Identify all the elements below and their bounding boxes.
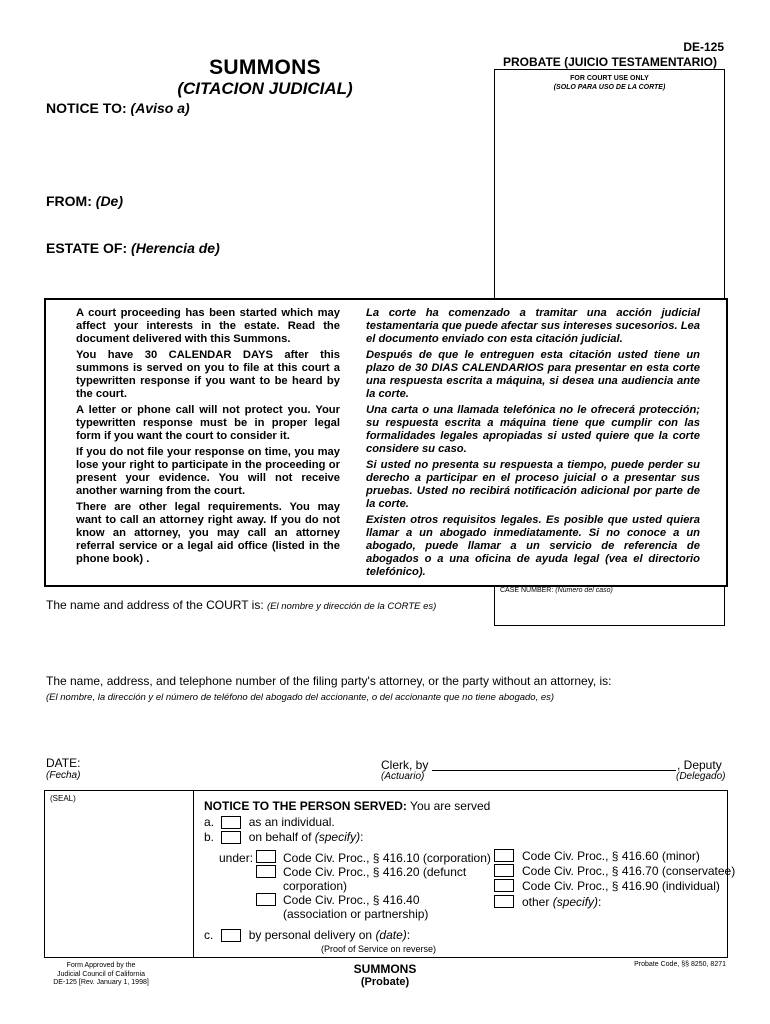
served-c-text: by personal delivery on [248,928,373,942]
citacion-title: (CITACION JUDICIAL) [177,79,353,98]
court-use-label: FOR COURT USE ONLY [570,75,649,82]
court-text-es: (El nombre y dirección de la CORTE es) [267,601,437,612]
date-label-es: (Fecha) [46,770,81,781]
option-minor: Code Civ. Proc., § 416.60 (minor) [522,849,700,863]
estate-of-label [46,240,220,256]
from-text-es: (De) [95,193,124,209]
attorney-label: The name, address, and telephone number of the filing party's attorney, or the party without an attorney, is: [46,674,612,688]
individual-code-checkbox[interactable] [494,879,514,892]
notice-es-p3: Una carta o una llamada telefónica no le ofrecerá protección; su respuesta escrita a máquina tiene que cumplir con las formalidades legales apropiadas si usted quiere que la corte considere su caso. [366,404,700,455]
court-text: The name and address of the COURT is: [46,598,264,612]
seal-divider [193,790,194,958]
notice-en-p3: A letter or phone call will not protect you. Your typewritten response must be in proper legal form if you want the court to consider it. [76,404,340,442]
served-c-date: (date) [375,928,407,942]
option-conservatee: Code Civ. Proc., § 416.70 (conservatee) [522,864,736,878]
footer-approved-line2: Judicial Council of California [57,970,145,978]
individual-checkbox[interactable] [221,816,241,829]
notice-spanish [366,307,700,582]
notice-en-p1: A court proceeding has been started which may affect your interests in the estate. Read the document delivered with this Summons. [76,307,340,345]
footer-subtitle: (Probate) [360,976,410,988]
served-title [204,799,490,813]
footer-approved-line1: Form Approved by the [66,962,136,969]
attorney-label-es: (El nombre, la dirección y el número de teléfono del abogado del accionante, o del accionante que no tiene abogado, es) [46,692,555,703]
date-label: DATE: [46,756,81,770]
served-a-letter: a. [204,815,215,829]
served-b-text: on behalf of [248,830,312,844]
corporation-checkbox[interactable] [256,850,276,863]
personal-delivery-checkbox[interactable] [221,929,241,942]
behalf-checkbox[interactable] [221,831,241,844]
notice-to-label [46,100,190,116]
case-number-label [500,587,613,594]
association-checkbox[interactable] [256,893,276,906]
footer-title: SUMMONS [353,962,417,976]
proof-of-service-note: (Proof of Service on reverse) [321,944,437,954]
estate-of-text: ESTATE OF: [46,240,128,256]
notice-es-p2: Después de que le entreguen esta citación usted tiene un plazo de 30 DIAS CALENDARIOS para presentar en esta corte una respuesta escrita a máquina, si desea una audiencia ante la corte. [366,349,700,400]
notice-to-text: NOTICE TO: [46,100,127,116]
served-title-rest: You are served [410,799,491,813]
option-corporation: Code Civ. Proc., § 416.10 (corporation) [283,851,491,865]
option-individual: Code Civ. Proc., § 416.90 (individual) [522,879,720,893]
served-b-specify: (specify) [314,830,361,844]
from-text: FROM: [46,193,92,209]
served-c-letter: c. [204,928,214,942]
notice-es-p4: Si usted no presenta su respuesta a tiempo, puede perder su derecho a participar en el proceso juicial o a presentar sus pruebas. Usted no recibirá notificación adicional por parte de la corte. [366,459,700,510]
notice-es-p5: Existen otros requisitos legales. Es posible que usted quiera llamar a un abogado inmediatamente. Si no conoce a un abogado, puede llamar a un servicio de referencia de abogados o a una oficina de ayuda legal (vea el directorio telefónico). [366,514,700,578]
option-defunct-corporation: Code Civ. Proc., § 416.20 (defunct corporation) [283,865,467,893]
deputy-label: , Deputy [677,758,722,772]
deputy-label-es: (Delegado) [676,771,726,782]
minor-checkbox[interactable] [494,849,514,862]
from-label [46,193,123,209]
notice-en-p2: You have 30 CALENDAR DAYS after this summons is served on you to file at this court a typewritten response if you want to be heard by the court. [76,349,340,400]
footer-approved-line3: DE-125 [Rev. January 1, 1998] [53,979,149,986]
notice-en-p4: If you do not file your response on time, you may lose your right to participate in the proceeding or present your evidence. You will not receive another warning from the court. [76,446,340,497]
footer-code: Probate Code, §§ 8250, 8271 [634,961,726,968]
notice-english [76,307,340,569]
clerk-signature-line[interactable] [432,770,676,771]
estate-of-text-es: (Herencia de) [131,240,220,256]
court-label [46,598,436,612]
footer-approved [36,962,166,988]
served-c-row: c. by personal delivery on (date): [204,928,411,942]
served-a-row [204,815,335,829]
served-b-letter: b. [204,830,215,844]
defunct-corporation-checkbox[interactable] [256,865,276,878]
option-other: other (specify): [522,895,602,909]
clerk-label: Clerk, by [381,758,429,772]
option-association: Code Civ. Proc., § 416.40 (association or partnership) [283,893,429,921]
other-checkbox[interactable] [494,895,514,908]
option-other-text: other [522,895,550,909]
notice-en-p5: There are other legal requirements. You may want to call an attorney right away. If you do not know an attorney, you may call an attorney referral service or a legal aid office (listed in the phone book) . [76,501,340,565]
seal-label: (SEAL) [50,794,76,803]
clerk-label-es: (Actuario) [381,771,425,782]
case-number-text: CASE NUMBER: [500,587,554,594]
option-other-specify: (specify) [552,895,599,909]
notice-to-text-es: (Aviso a) [130,100,190,116]
court-use-box[interactable] [494,69,725,299]
case-number-text-es: (Número del caso) [555,587,613,594]
notice-es-p1: La corte ha comenzado a tramitar una acción judicial testamentaria que puede afectar sus intereses sucesorios. Lea el documento enviado con esta citación judicial. [366,307,700,345]
probate-title: PROBATE (JUICIO TESTAMENTARIO) [503,55,717,69]
summons-title: SUMMONS [209,56,321,79]
served-b-row: b. on behalf of (specify): [204,830,364,844]
served-a-text: as an individual. [248,815,335,829]
served-title-text: NOTICE TO THE PERSON SERVED: [204,799,407,813]
under-label: under: [219,851,254,865]
court-use-label-es: (SOLO PARA USO DE LA CORTE) [553,84,666,91]
conservatee-checkbox[interactable] [494,864,514,877]
form-number: DE-125 [683,40,724,54]
